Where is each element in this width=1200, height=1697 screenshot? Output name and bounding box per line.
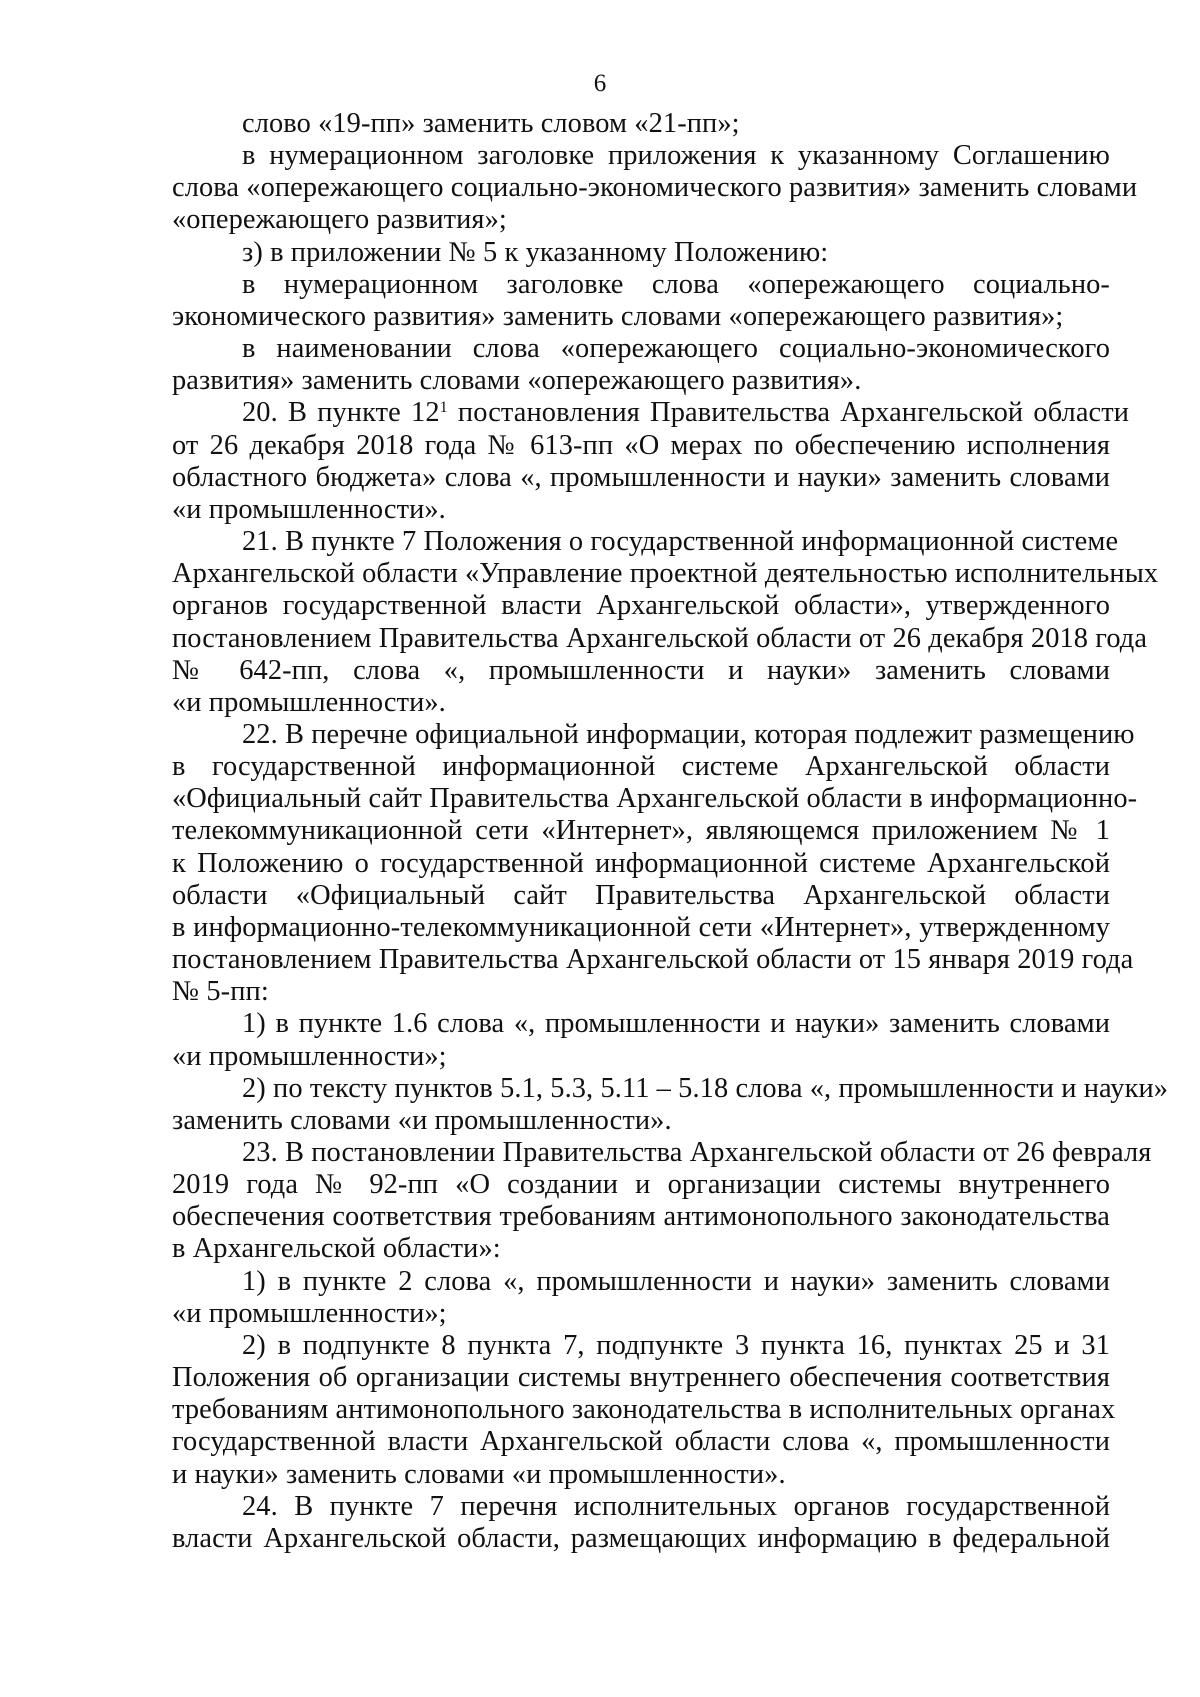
text-line: 23. В постановлении Правительства Архангельской области от 26 февраля [242,1137,1152,1168]
text-line: «и промышленности». [172,686,446,718]
page-number: 6 [593,70,607,97]
paragraph [172,1266,1110,1330]
text-line: в наименовании слова «опережающего социально-экономического [242,333,1110,365]
text-line: обеспечения соответствия требованиям антимонопольного законодательства [172,1201,1110,1233]
text-line: областного бюджета» слова «, промышленности и науки» заменить словами [172,461,1110,493]
text-line: 2) по тексту пунктов 5.1, 5.3, 5.11 – 5.18 слова «, промышленности и науки» [242,1072,1169,1104]
text-line: «и промышленности»; [172,1040,447,1072]
text-line: постановлением Правительства Архангельской области от 15 января 2019 года [172,944,1134,976]
text-line [172,397,1130,429]
text-line: от 26 декабря 2018 года № 613-пп «О мерах по обеспечению исполнения [172,429,1110,461]
superscript: 1 [439,399,448,417]
document-body [172,108,1169,1555]
text-line: в нумерационном заголовке приложения к указанному Соглашению [242,140,1110,172]
text-fragment: 20. В пункте 12 [242,397,440,429]
paragraph [172,140,1138,236]
text-line: 1) в пункте 2 слова «, промышленности и науки» заменить словами [242,1265,1110,1297]
text-line: в Архангельской области»: [172,1233,501,1265]
text-line: 2019 года № 92-пп «О создании и организации системы внутреннего [172,1169,1110,1201]
paragraph [172,333,1110,397]
text-line: государственной власти Архангельской области слова «, промышленности [172,1426,1110,1458]
text-line: в государственной информационной системе Архангельской области [172,751,1110,783]
text-line: 2) в подпункте 8 пункта 7, подпункте 3 пункта 16, пунктах 25 и 31 [242,1329,1110,1361]
text-line: «опережающего развития»; [172,204,507,236]
text-line: телекоммуникационной сети «Интернет», являющемся приложением № 1 [172,815,1110,847]
text-line: в нумерационном заголовке слова «опережающего социально- [242,268,1110,300]
text-line: № 642-пп, слова «, промышленности и науки» заменить словами [172,654,1110,686]
text-line: з) в приложении № 5 к указанному Положению: [242,236,829,268]
text-line: «Официальный сайт Правительства Архангельской области в информационно- [172,783,1138,815]
text-line: власти Архангельской области, размещающих информацию в федеральной [172,1522,1110,1554]
text-fragment: постановления Правительства Архангельской области [447,397,1130,429]
text-line: к Положению о государственной информационной системе Архангельской [172,847,1110,879]
paragraph [172,1008,1110,1072]
text-line: Положения об организации системы внутреннего обеспечения соответствия [172,1362,1110,1394]
text-line: 24. В пункте 7 перечня исполнительных органов государственной [242,1490,1110,1522]
text-line: заменить словами «и промышленности». [172,1104,672,1136]
text-line: экономического развития» заменить словами «опережающего развития»; [172,300,1064,332]
paragraph [172,108,1110,140]
paragraph [172,718,1138,1008]
text-line: «и промышленности». [172,493,446,525]
text-line: Архангельской области «Управление проектной деятельностью исполнительных [172,558,1159,590]
text-line: требованиям антимонопольного законодательства в исполнительных органах [172,1394,1116,1426]
text-line: 21. В пункте 7 Положения о государственной информационной системе [242,526,1119,558]
text-line: развития» заменить словами «опережающего развития». [172,365,862,397]
text-line: области «Официальный сайт Правительства Архангельской области [172,879,1110,911]
text-line: № 5-пп: [172,976,269,1008]
paragraph [172,269,1110,333]
text-line: органов государственной власти Архангельской области», утвержденного [172,590,1110,622]
paragraph [172,526,1159,719]
text-line: и науки» заменить словами «и промышленности». [172,1458,786,1490]
text-line: 1) в пункте 1.6 слова «, промышленности и науки» заменить словами [242,1008,1110,1040]
text-line: слово «19-пп» заменить словом «21-пп»; [242,108,740,139]
text-line: слова «опережающего социально-экономического развития» заменить словами [172,172,1138,204]
paragraph [172,1072,1169,1137]
paragraph [172,1329,1116,1491]
paragraph [172,1491,1110,1555]
paragraph [172,397,1130,526]
paragraph [172,237,1110,269]
text-line: 22. В перечне официальной информации, которая подлежит размещению [242,718,1135,750]
text-line: «и промышленности»; [172,1297,447,1329]
text-line: постановлением Правительства Архангельской области от 26 декабря 2018 года [172,622,1148,654]
text-line: в информационно-телекоммуникационной сети «Интернет», утвержденному [172,911,1110,943]
paragraph [172,1137,1152,1266]
